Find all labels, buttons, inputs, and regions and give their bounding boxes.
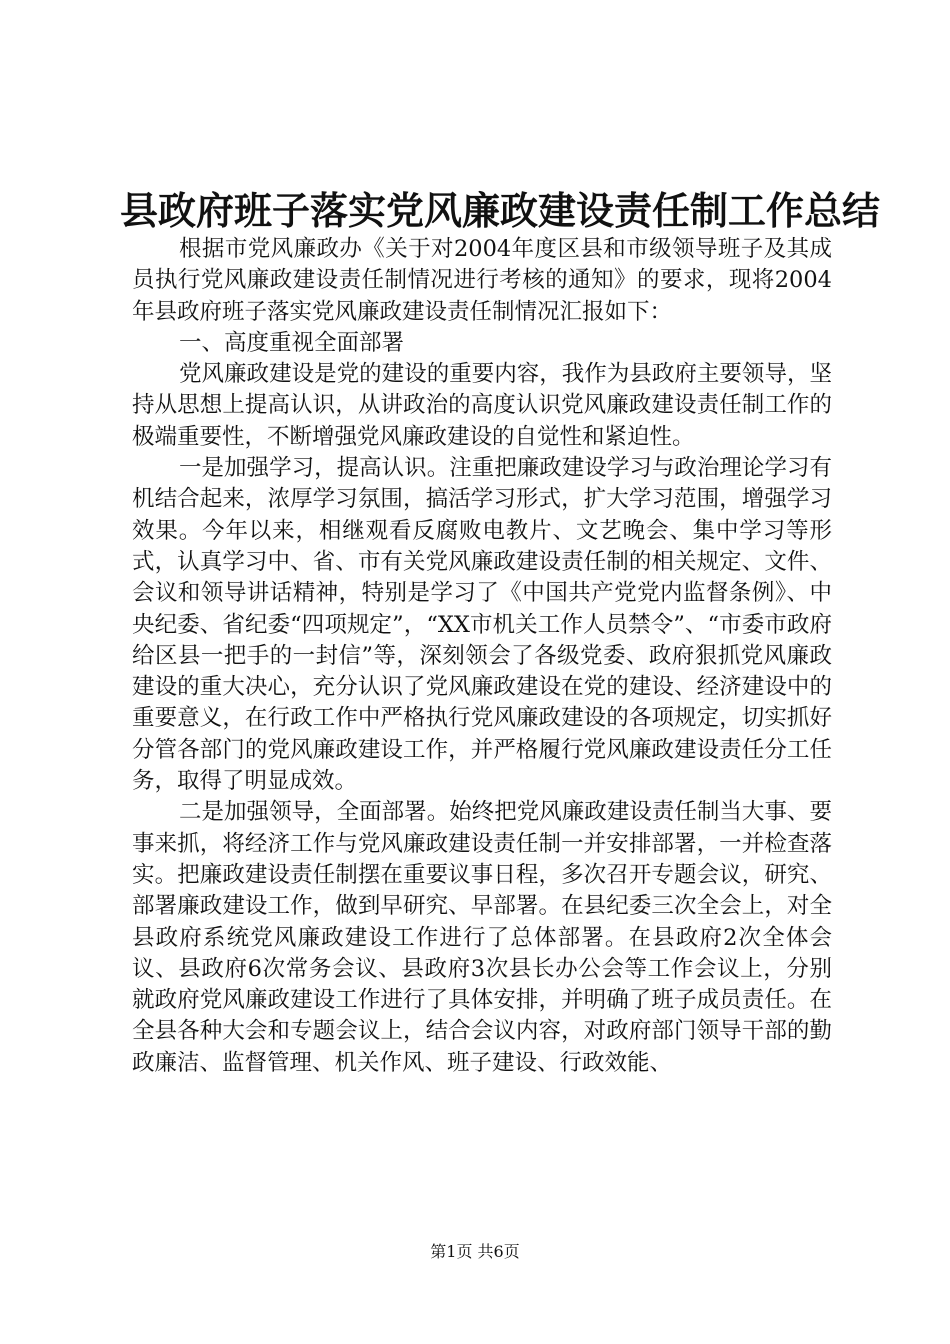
paragraph-section-1-overview: 党风廉政建设是党的建设的重要内容，我作为县政府主要领导，坚持从思想上提高认识，从讲政治的高度认识党风廉政建设责任制工作的极端重要性，不断增强党风廉政建设的自觉性和紧迫性。 [132,361,832,450]
paragraph-intro: 根据市党风廉政办《关于对2004年度区县和市级领导班子及其成员执行党风廉政建设责任制情况进行考核的通知》的要求，现将2004年县政府班子落实党风廉政建设责任制情况汇报如下： [132,236,832,325]
section-heading-1: 一、高度重视全面部署 [179,329,405,356]
document-body [132,234,832,1079]
paragraph-study: 一是加强学习，提高认识。注重把廉政建设学习与政治理论学习有机结合起来，浓厚学习氛围，搞活学习形式，扩大学习范围，增强学习效果。今年以来，相继观看反腐败电教片、文艺晚会、集中学习等形式，认真学习中、省、市有关党风廉政建设责任制的相关规定、文件、会议和领导讲话精神，特别是学习了《中国共产党党内监督条例》、中央纪委、省纪委“四项规定”，“XX市机关工作人员禁令”、“市委市政府给区县一把手的一封信”等，深刻领会了各级党委、政府狠抓党风廉政建设的重大决心，充分认识了党风廉政建设在党的建设、经济建设中的重要意义，在行政工作中严格执行党风廉政建设的各项规定，切实抓好分管各部门的党风廉政建设工作，并严格履行党风廉政建设责任分工任务，取得了明显成效。 [132,455,832,795]
paragraph-leadership: 二是加强领导，全面部署。始终把党风廉政建设责任制当大事、要事来抓，将经济工作与党风廉政建设责任制一并安排部署，一并检查落实。把廉政建设责任制摆在重要议事日程，多次召开专题会议，研究、部署廉政建设工作，做到早研究、早部署。在县纪委三次全会上，对全县政府系统党风廉政建设工作进行了总体部署。在县政府2次全体会议、县政府6次常务会议、县政府3次县长办公会等工作会议上，分别就政府党风廉政建设工作进行了具体安排，并明确了班子成员责任。在全县各种大会和专题会议上，结合会议内容，对政府部门领导干部的勤政廉洁、监督管理、机关作风、班子建设、行政效能、 [132,799,832,1076]
document-title: 县政府班子落实党风廉政建设责任制工作总结 [120,189,881,233]
page-number-footer: 第1页 共6页 [430,1242,520,1261]
